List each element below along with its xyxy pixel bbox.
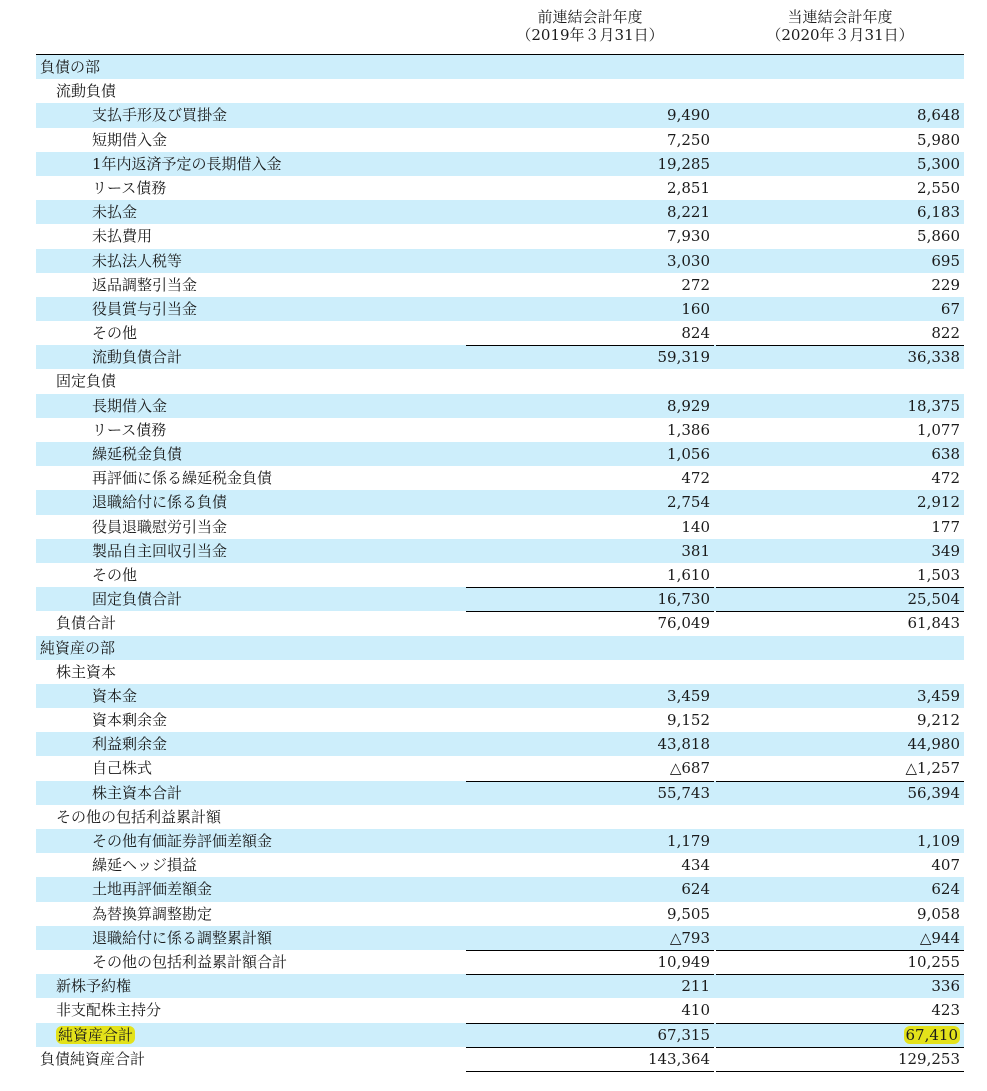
row-label: 役員退職慰労引当金	[92, 517, 228, 536]
row-label: 未払費用	[92, 227, 153, 246]
row-label: 固定負債合計	[92, 590, 183, 609]
row-label: 1年内返済予定の長期借入金	[92, 154, 282, 173]
prior-year-value: 410	[681, 1001, 710, 1020]
table-row	[36, 563, 964, 587]
current-year-value: 25,504	[907, 590, 960, 609]
prior-year-value: 55,743	[657, 783, 710, 802]
current-year-value: 6,183	[917, 203, 960, 222]
prior-year-value: 76,049	[657, 614, 710, 633]
current-year-value: 423	[931, 1001, 960, 1020]
prior-year-value: 16,730	[657, 590, 710, 609]
prior-year-value: 472	[681, 469, 710, 488]
prior-year-value: 3,459	[667, 686, 710, 705]
table-row	[36, 128, 964, 152]
row-label: 繰延ヘッジ損益	[92, 856, 198, 875]
current-year-value: 1,109	[917, 832, 960, 850]
final-total-rule	[716, 1071, 964, 1072]
prior-year-value: 160	[681, 299, 710, 318]
current-year-value: 5,980	[917, 130, 960, 149]
current-year-value: 5,860	[917, 227, 960, 246]
prior-year-value: 8,929	[667, 396, 710, 415]
row-label: 資本剰余金	[92, 711, 168, 730]
table-row	[36, 176, 964, 200]
current-year-value: △944	[919, 928, 960, 947]
table-row	[36, 539, 964, 563]
prior-year-value: 381	[681, 541, 710, 560]
prior-year-value: 43,818	[657, 735, 710, 754]
column-header-current-year-date: （2020年３月31日）	[766, 26, 914, 44]
table-row	[36, 321, 964, 345]
table-row	[36, 732, 964, 756]
current-year-value: 129,253	[897, 1049, 960, 1068]
row-label: 退職給付に係る負債	[92, 493, 228, 512]
row-label: 資本金	[92, 686, 138, 705]
table-row	[36, 273, 964, 297]
prior-year-value: 140	[681, 517, 710, 536]
row-label: 繰延税金負債	[92, 445, 183, 463]
prior-year-value: 824	[681, 324, 710, 343]
table-row	[36, 466, 964, 490]
column-headers	[0, 8, 987, 54]
total-shareholders-equity-row	[36, 781, 964, 805]
current-year-value: 9,212	[917, 711, 960, 730]
prior-year-value: △793	[669, 928, 710, 947]
prior-year-value: 3,030	[667, 251, 710, 270]
prior-year-value: 8,221	[667, 203, 710, 222]
current-year-value: 695	[931, 251, 960, 270]
current-year-value: 1,503	[917, 565, 960, 584]
table-row	[36, 853, 964, 877]
prior-year-value: 1,179	[667, 832, 710, 850]
row-label: 流動負債	[56, 82, 117, 101]
table-row	[36, 152, 964, 176]
column-header-current-year	[740, 8, 940, 44]
table-row	[36, 103, 964, 127]
row-label: 短期借入金	[92, 130, 168, 149]
row-label: 株主資本合計	[92, 783, 183, 802]
prior-year-value: 434	[681, 856, 710, 875]
current-year-value: 822	[931, 324, 960, 343]
row-label: 支払手形及び買掛金	[92, 106, 228, 125]
row-label: 新株予約権	[56, 977, 132, 996]
current-year-value: 2,550	[917, 178, 960, 197]
row-label: その他	[92, 565, 138, 584]
row-label: 株主資本	[56, 662, 117, 681]
current-year-value: 336	[931, 977, 960, 996]
total-liabilities-row	[36, 611, 964, 635]
column-header-prior-year	[490, 8, 690, 44]
table-row	[36, 442, 964, 466]
row-label: 固定負債	[56, 372, 117, 391]
prior-year-value: 1,056	[667, 445, 710, 463]
row-label: 未払金	[92, 203, 138, 222]
column-header-prior-year-title: 前連結会計年度	[537, 8, 643, 26]
row-label: 負債の部	[40, 58, 101, 76]
row-label: 未払法人税等	[92, 251, 183, 270]
highlighted-label: 純資産合計	[58, 1025, 134, 1044]
current-year-value: 5,300	[917, 154, 960, 173]
prior-year-value: 10,949	[657, 952, 710, 971]
current-year-value	[716, 1023, 960, 1047]
row-label: その他	[92, 324, 138, 343]
prior-year-value: 9,505	[667, 904, 710, 923]
current-year-value: 638	[931, 445, 960, 463]
table-row	[36, 756, 964, 780]
prior-year-value: 9,152	[667, 711, 710, 730]
total-noncurrent-liabilities-row	[36, 587, 964, 611]
section-liabilities-row	[36, 55, 964, 79]
total-accumulated-oci-row	[36, 950, 964, 974]
highlighted-value: 67,410	[905, 1025, 958, 1044]
section-shareholders-equity-row	[36, 660, 964, 684]
current-year-value: 3,459	[917, 686, 960, 705]
balance-sheet-table	[36, 54, 964, 1071]
row-label: 製品自主回収引当金	[92, 541, 228, 560]
prior-year-value: 1,610	[667, 565, 710, 584]
table-row	[36, 249, 964, 273]
current-year-value: 56,394	[907, 783, 960, 802]
section-current-liabilities-row	[36, 79, 964, 103]
row-label: 自己株式	[92, 759, 153, 778]
prior-year-value: 7,930	[667, 227, 710, 246]
prior-year-value: 211	[681, 977, 710, 996]
current-year-value: △1,257	[905, 759, 960, 778]
current-year-value: 44,980	[907, 735, 960, 754]
table-row	[36, 200, 964, 224]
row-label: 返品調整引当金	[92, 275, 198, 294]
current-year-value: 8,648	[917, 106, 960, 125]
prior-year-value: 1,386	[667, 420, 710, 439]
row-label: その他有価証券評価差額金	[92, 832, 273, 850]
row-label: その他の包括利益累計額合計	[92, 952, 288, 971]
prior-year-value: 2,851	[667, 178, 710, 197]
prior-year-value: 624	[681, 880, 710, 899]
row-label: 再評価に係る繰延税金負債	[92, 469, 273, 488]
prior-year-value: 272	[681, 275, 710, 294]
table-row	[36, 926, 964, 950]
current-year-value: 407	[931, 856, 960, 875]
prior-year-value: 7,250	[667, 130, 710, 149]
row-label: 利益剰余金	[92, 735, 168, 754]
current-year-value: 1,077	[917, 420, 960, 439]
section-noncurrent-liabilities-row	[36, 369, 964, 393]
row-label: 負債純資産合計	[40, 1049, 146, 1068]
section-net-assets-row	[36, 636, 964, 660]
table-row	[36, 902, 964, 926]
prior-year-value: 67,315	[657, 1025, 710, 1044]
prior-year-value: 143,364	[647, 1049, 710, 1068]
current-year-value: 2,912	[917, 493, 960, 512]
prior-year-value: 9,490	[667, 106, 710, 125]
table-row	[36, 708, 964, 732]
row-label: その他の包括利益累計額	[56, 807, 222, 826]
row-label: リース債務	[92, 178, 167, 197]
current-year-value: 349	[931, 541, 960, 560]
final-total-rule	[466, 1071, 714, 1072]
table-row	[36, 877, 964, 901]
row-label: リース債務	[92, 420, 167, 439]
prior-year-value: 19,285	[657, 154, 710, 173]
row-label	[56, 1023, 135, 1047]
current-year-value: 10,255	[907, 952, 960, 971]
column-header-prior-year-date: （2019年３月31日）	[516, 26, 664, 44]
current-year-value: 472	[931, 469, 960, 488]
table-row	[36, 829, 964, 853]
row-label: 土地再評価差額金	[92, 880, 213, 899]
section-accumulated-oci-row	[36, 805, 964, 829]
table-row	[36, 490, 964, 514]
row-label: 為替換算調整勘定	[92, 904, 213, 923]
prior-year-value: 2,754	[667, 493, 710, 512]
column-header-current-year-title: 当連結会計年度	[787, 8, 893, 26]
row-label: 役員賞与引当金	[92, 299, 198, 318]
prior-year-value: △687	[669, 759, 710, 778]
table-row	[36, 418, 964, 442]
current-year-value: 9,058	[917, 904, 960, 923]
row-label: 退職給付に係る調整累計額	[92, 928, 273, 947]
total-current-liabilities-row	[36, 345, 964, 369]
current-year-value: 18,375	[907, 396, 960, 415]
row-label: 長期借入金	[92, 396, 168, 415]
current-year-value: 36,338	[907, 348, 960, 367]
table-row	[36, 297, 964, 321]
row-label: 負債合計	[56, 614, 117, 633]
table-row	[36, 684, 964, 708]
total-net-assets-row	[36, 1023, 964, 1047]
table-row	[36, 224, 964, 248]
current-year-value: 624	[931, 880, 960, 899]
current-year-value: 229	[931, 275, 960, 294]
current-year-value: 61,843	[907, 614, 960, 633]
total-liabilities-and-net-assets-row	[36, 1047, 964, 1071]
row-label: 純資産の部	[40, 638, 116, 657]
table-row	[36, 974, 964, 998]
table-row	[36, 394, 964, 418]
table-row	[36, 998, 964, 1022]
current-year-value: 67	[940, 299, 960, 318]
row-label: 非支配株主持分	[56, 1001, 162, 1020]
row-label: 流動負債合計	[92, 348, 183, 367]
current-year-value: 177	[931, 517, 960, 536]
prior-year-value: 59,319	[657, 348, 710, 367]
table-row	[36, 515, 964, 539]
